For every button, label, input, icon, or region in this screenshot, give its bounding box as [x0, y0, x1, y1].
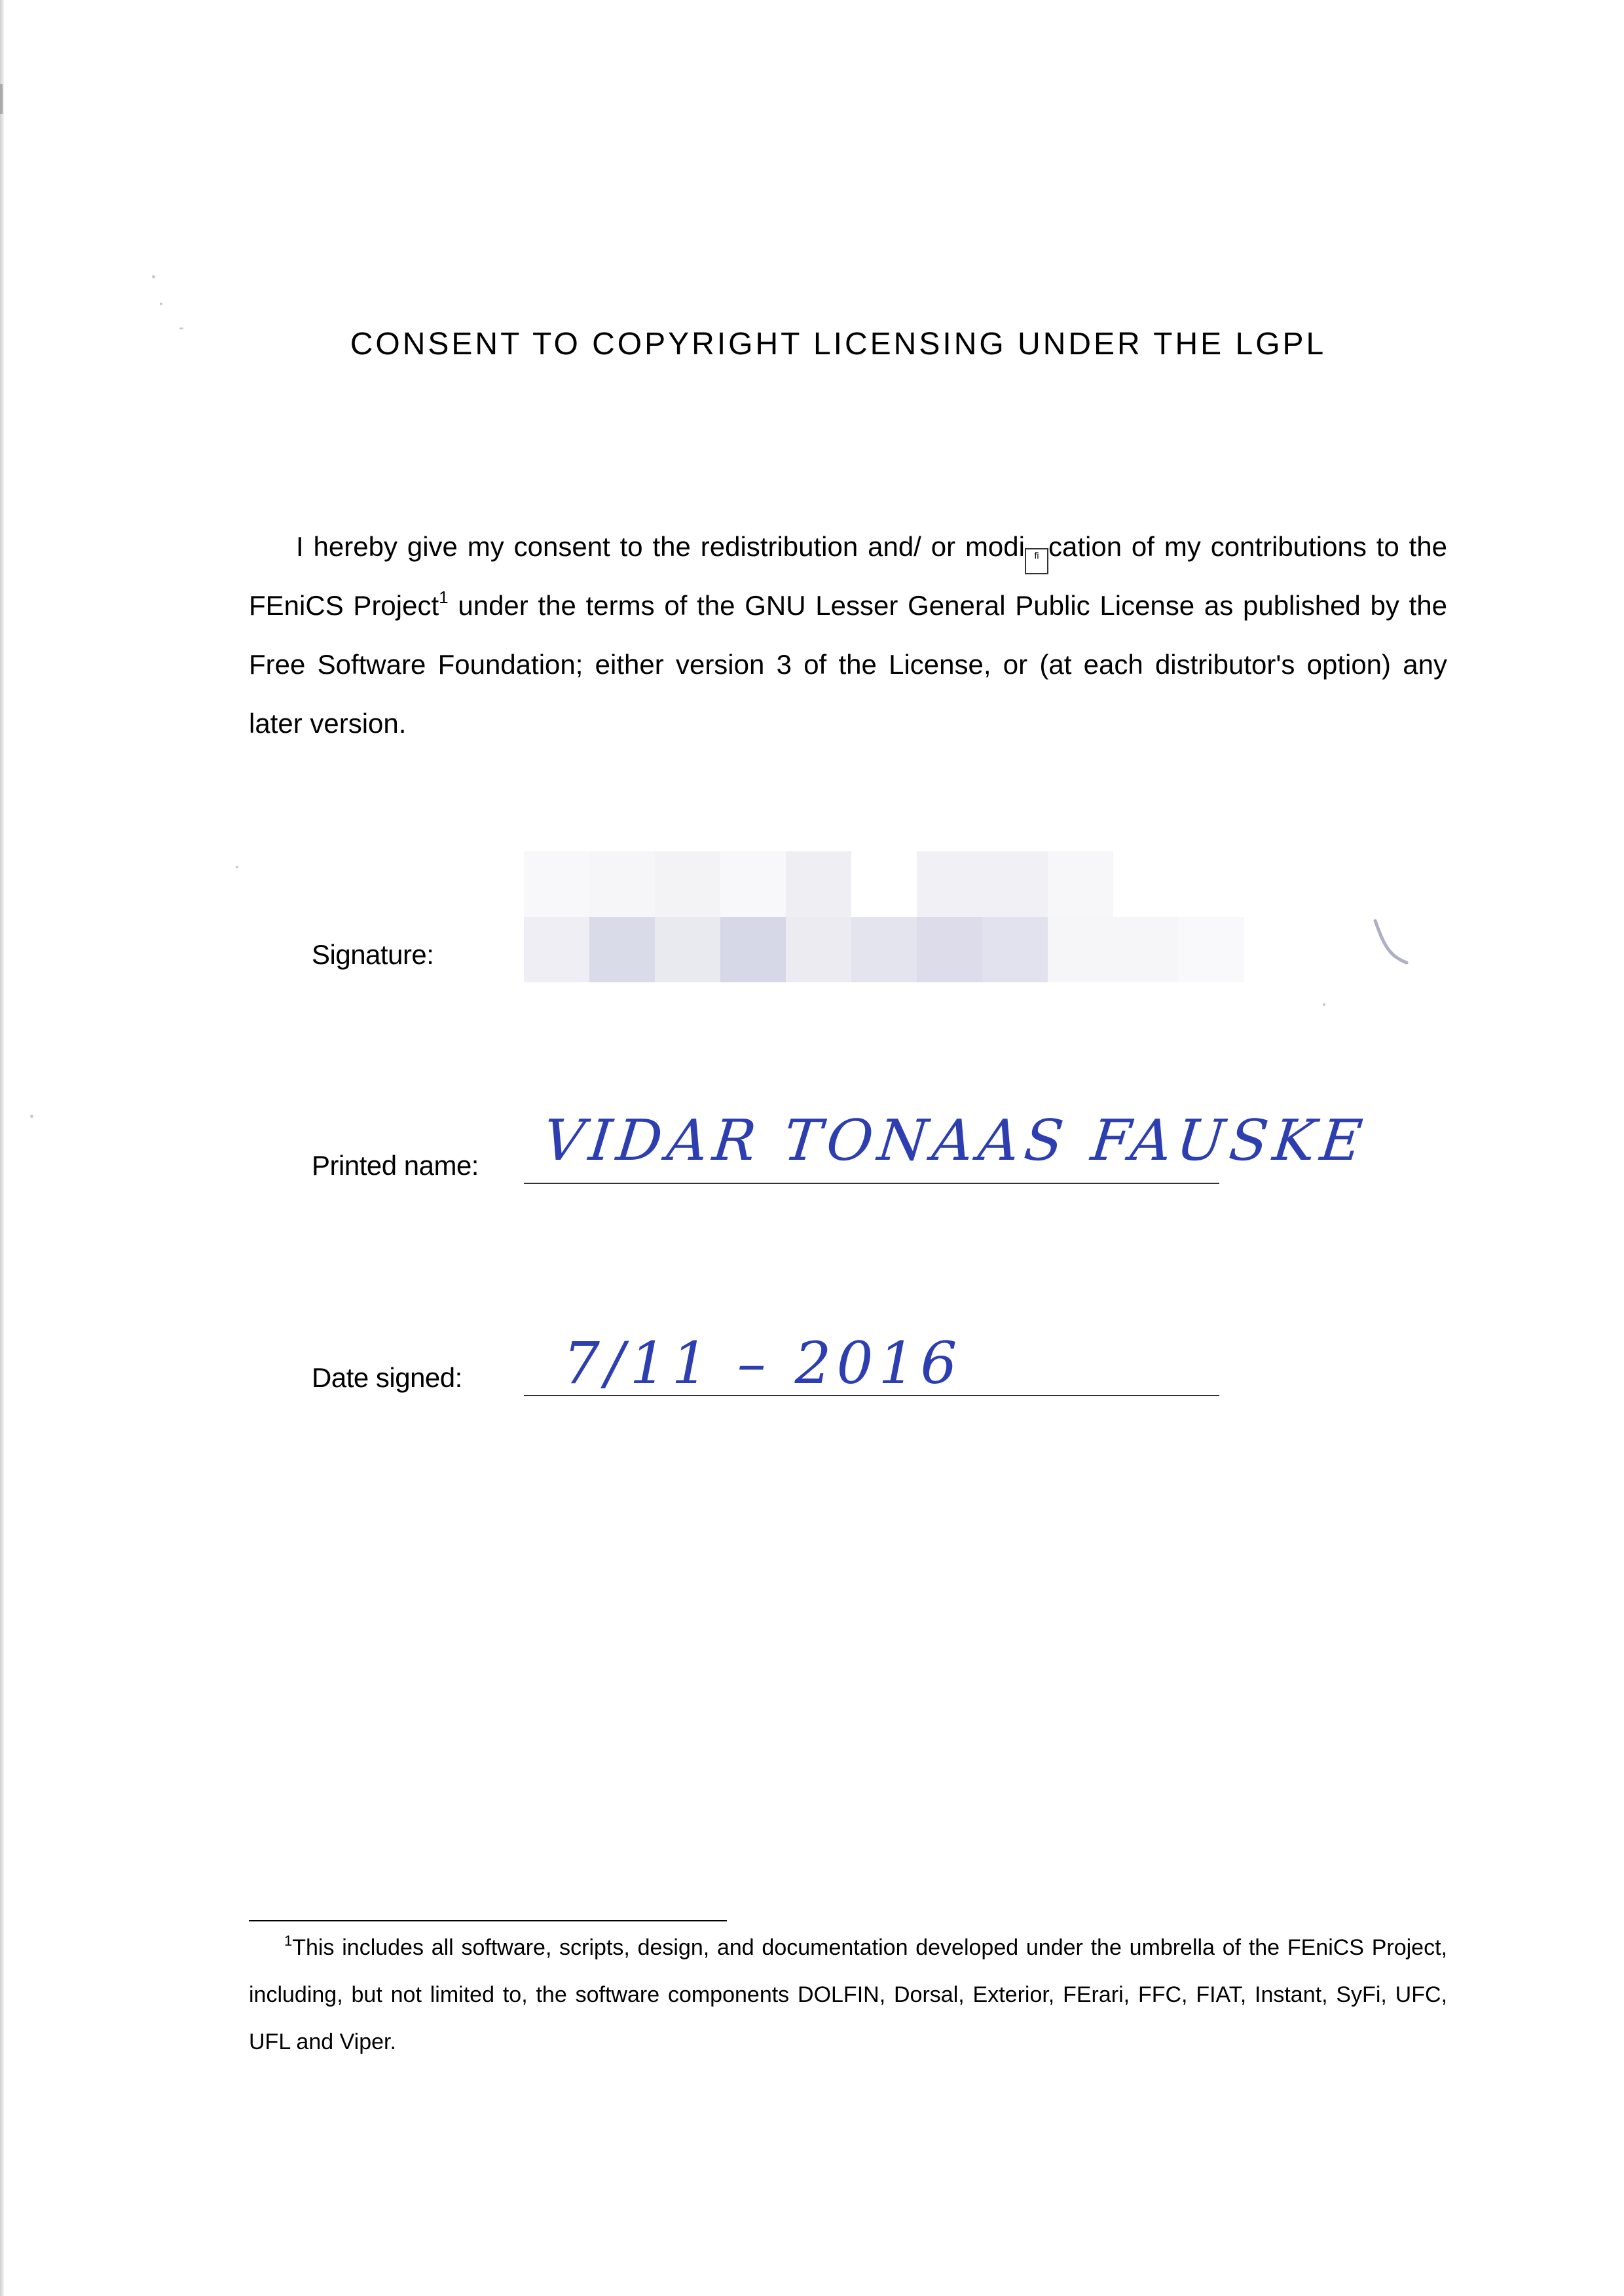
redaction-block — [589, 851, 655, 917]
footnote-marker: 1 — [284, 1933, 293, 1949]
footnote — [249, 1924, 1447, 2065]
scan-speck — [152, 275, 155, 278]
scan-edge-mark — [0, 84, 3, 114]
scan-speck — [179, 327, 183, 329]
redaction-block — [917, 917, 982, 982]
date-signed-label: Date signed: — [312, 1362, 462, 1393]
redaction-block — [982, 917, 1048, 982]
missing-ligature-glyph: fi — [1025, 548, 1048, 574]
redaction-block — [655, 917, 720, 982]
redaction-block — [720, 851, 786, 917]
redaction-block — [982, 851, 1048, 917]
redaction-block — [851, 917, 917, 982]
redaction-block — [589, 917, 655, 982]
redaction-block — [786, 851, 851, 917]
scan-speck — [236, 866, 238, 868]
redaction-block — [524, 917, 589, 982]
printed-name-line — [524, 1183, 1219, 1184]
date-signed-line — [524, 1395, 1219, 1396]
redaction-block — [1048, 917, 1113, 982]
redaction-block — [655, 851, 720, 917]
footnote-divider — [249, 1920, 727, 1921]
consent-paragraph — [249, 517, 1447, 753]
date-signed-handwritten: 7/11 – 2016 — [563, 1329, 963, 1397]
redaction-block — [524, 851, 589, 917]
consent-text-part-2: cation of my contributions to the FEniCS Project — [249, 531, 1448, 621]
redaction-block — [917, 851, 982, 917]
document-title: CONSENT TO COPYRIGHT LICENSING UNDER THE LGPL — [350, 327, 1327, 361]
printed-name-label: Printed name: — [312, 1150, 479, 1181]
footnote-text: This includes all software, scripts, design, and documentation developed under the umbrella of the FEniCS Project, including, but not limited to, the software components DOLFIN, Dorsal, Exterior, FErari, FFC, FIAT, Instant, SyFi, UFC, UFL and Viper. — [249, 1935, 1447, 2054]
redaction-block — [720, 917, 786, 982]
scan-speck — [1323, 1003, 1325, 1006]
printed-name-handwritten: VIDAR TONAAS FAUSKE — [540, 1108, 1371, 1174]
redaction-block — [1179, 917, 1244, 982]
scan-speck — [160, 303, 162, 305]
redaction-block — [786, 917, 851, 982]
consent-text-part-1: I hereby give my consent to the redistribution and/ or modi — [296, 531, 1025, 562]
footnote-reference: 1 — [439, 587, 449, 607]
scan-speck — [30, 1115, 33, 1118]
redaction-block — [1048, 851, 1113, 917]
redaction-block — [1113, 917, 1179, 982]
scan-left-edge — [0, 0, 4, 2296]
consent-text-part-3: under the terms of the GNU Lesser General Public License as published by the Free Software Foundation; either version 3 of the License, or (at each distributor's option) any later version. — [249, 590, 1447, 739]
signature-stroke-mark — [1370, 917, 1409, 969]
signature-redacted — [524, 851, 1244, 982]
signature-label: Signature: — [312, 939, 434, 970]
